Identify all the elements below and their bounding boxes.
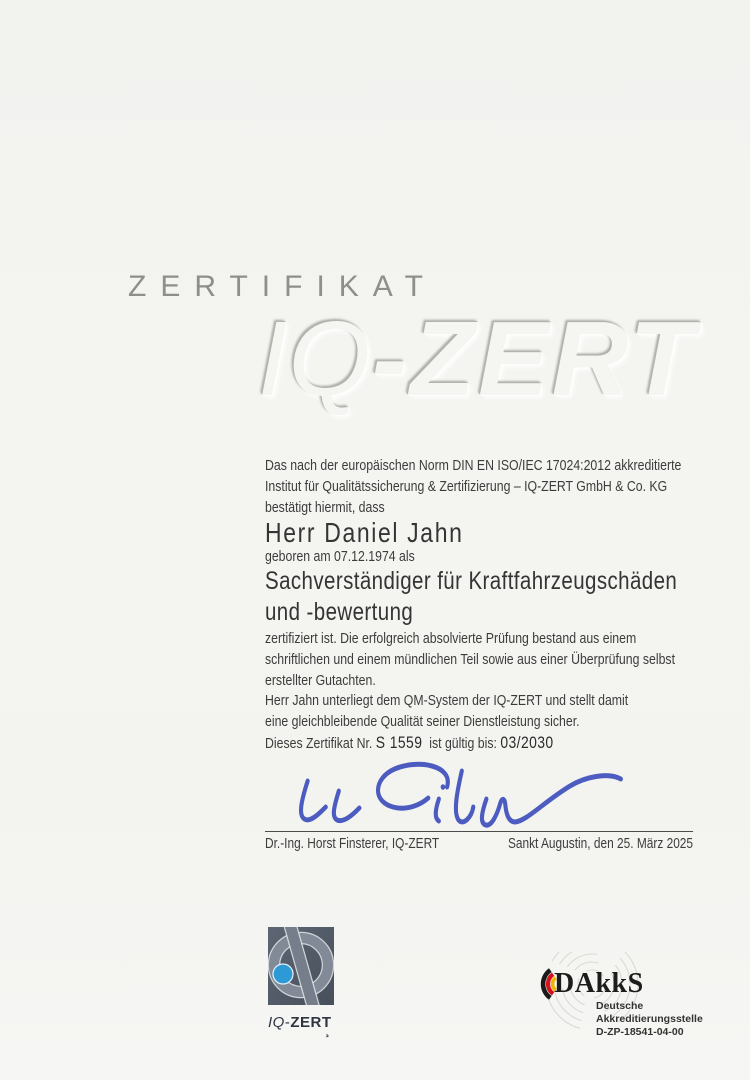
watermark-iq-text: IQ <box>258 300 372 418</box>
signer-name: Dr.-Ing. Horst Finsterer, IQ-ZERT <box>265 836 440 852</box>
qualification-title <box>265 566 693 628</box>
place-date: Sankt Augustin, den 25. März 2025 <box>507 836 694 852</box>
certified-paragraph <box>265 628 693 691</box>
signature-stroke <box>436 799 439 821</box>
validity-date: 03/2030 <box>500 733 554 752</box>
signature-stroke <box>301 781 326 820</box>
holder-name: Herr Daniel Jahn <box>265 517 464 548</box>
intro-line: bestätigt hiermit, dass <box>265 499 385 516</box>
qualification-title-line: und -bewertung <box>265 598 414 626</box>
qualification-title-line: Sachverständiger für Kraftfahrzeugschäden <box>265 567 678 595</box>
dakks-sub-line: Akkreditierungsstelle <box>596 1013 703 1025</box>
iq-zert-logo-icon <box>268 927 334 1005</box>
logo-label-dash: - <box>284 1014 291 1031</box>
qm-line: Herr Jahn unterliegt dem QM-System der IQ-ZERT und stellt damit <box>265 692 629 709</box>
certificate-body <box>265 450 693 852</box>
iq-zert-logo <box>268 927 340 1031</box>
intro-line: Das nach der europäischen Norm DIN EN ISO/IEC 17024:2012 akkreditierte <box>265 457 682 474</box>
birth-line: geboren am 07.12.1974 als <box>265 548 415 565</box>
watermark-zert-text: -ZERT <box>371 300 698 418</box>
signature <box>286 757 639 831</box>
logo-label-zert: ZERT ¸ <box>290 1014 331 1031</box>
certificate-heading: ZERTIFIKAT <box>128 270 437 303</box>
intro-line: Institut für Qualitätssicherung & Zertifizierung – IQ-ZERT GmbH & Co. KG <box>265 478 668 495</box>
intro-paragraph <box>265 450 693 518</box>
cert-number-label: Dieses Zertifikat Nr. <box>265 735 373 752</box>
logo-label-iq: IQ <box>268 1014 285 1031</box>
logo-blue-dot <box>273 964 293 984</box>
iq-zert-watermark <box>258 300 698 418</box>
cert-number-line <box>265 732 693 755</box>
signature-area <box>265 757 693 831</box>
qm-paragraph <box>265 691 693 732</box>
dakks-sub-lines <box>596 1000 703 1039</box>
signature-row <box>265 836 693 852</box>
signature-stroke <box>482 776 621 825</box>
dakks-name: DAkkS <box>554 968 644 999</box>
signature-stroke <box>456 771 473 822</box>
dakks-sub-line: D-ZP-18541-04-00 <box>596 1026 684 1038</box>
iq-zert-logo-label <box>268 1014 340 1031</box>
dakks-logo <box>530 952 710 1037</box>
certified-line: erstellter Gutachten. <box>265 672 376 689</box>
signature-dot <box>441 784 446 790</box>
cert-number: S 1559 <box>375 733 423 752</box>
dakks-sub-line: Deutsche <box>596 1000 644 1012</box>
certified-line: zertifiziert ist. Die erfolgreich absolvierte Prüfung bestand aus einem <box>265 630 637 647</box>
validity-label: ist gültig bis: <box>429 735 497 752</box>
signature-stroke <box>334 791 359 821</box>
qm-line: eine gleichbleibende Qualität seiner Dienstleistung sicher. <box>265 712 580 730</box>
signature-line <box>265 831 693 832</box>
certified-line: schriftlichen und einem mündlichen Teil sowie aus einer Überprüfung selbst <box>265 651 675 668</box>
